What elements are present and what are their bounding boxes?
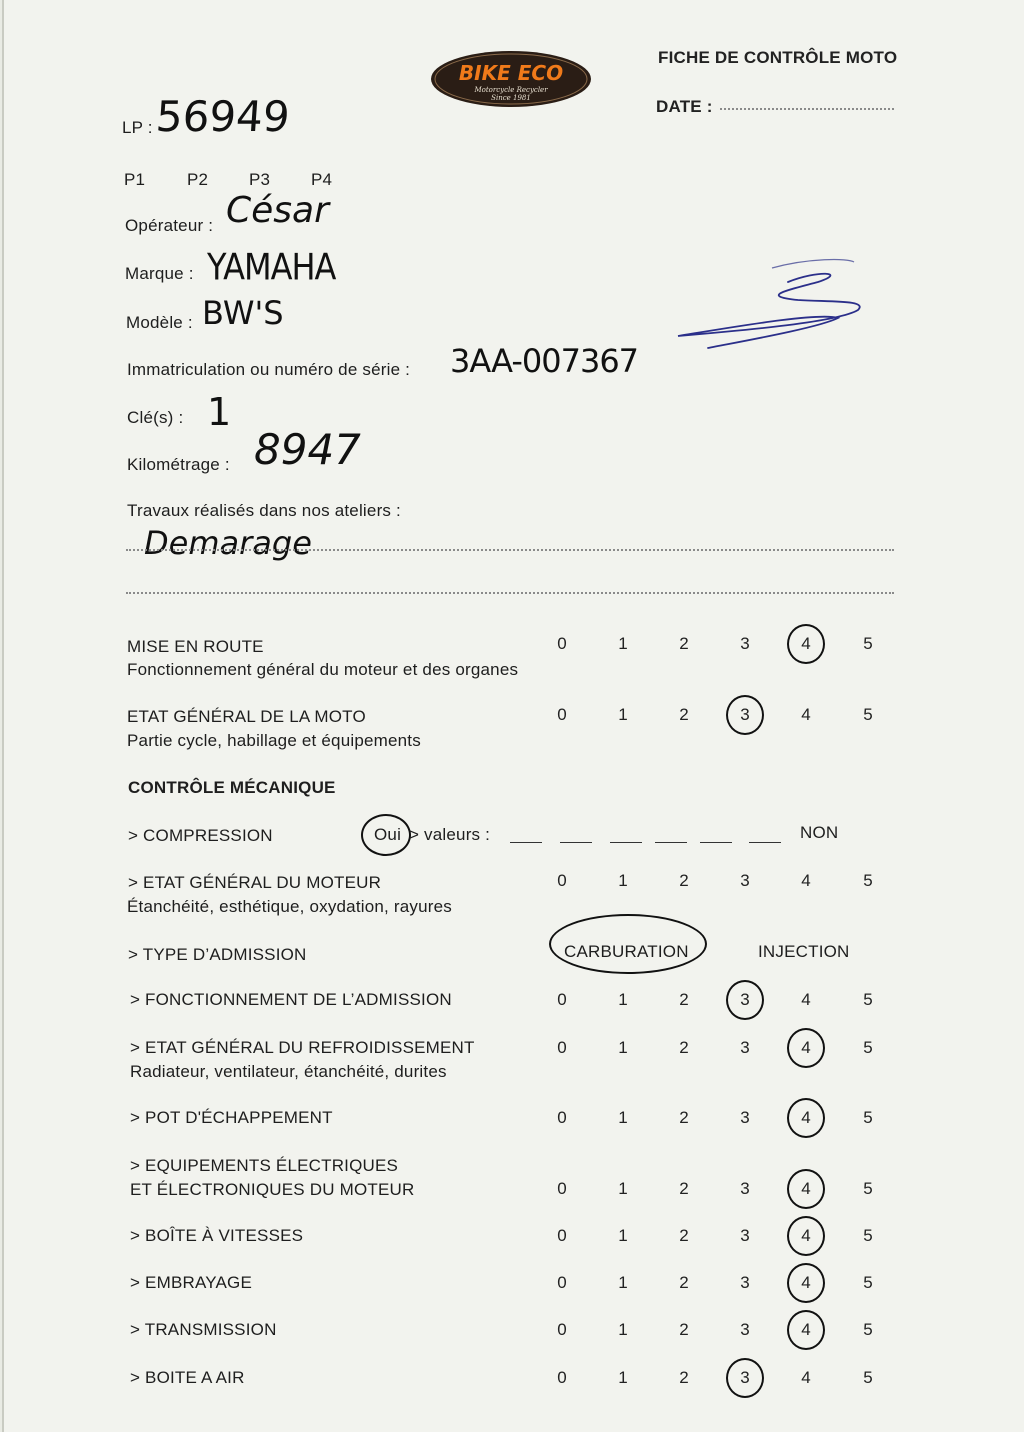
compression-value-1[interactable] (510, 842, 542, 843)
row-3-score-3[interactable]: 3 (740, 1108, 750, 1127)
etat-moteur-subtitle: Étanchéité, esthétique, oxydation, rayures (127, 897, 452, 916)
row-2-score-2[interactable]: 2 (679, 1038, 689, 1057)
works-value[interactable]: Demarage (144, 524, 312, 562)
row-6-score-2[interactable]: 2 (679, 1273, 689, 1292)
row-2-score-0[interactable]: 0 (557, 1038, 567, 1057)
mise-en-route-title: MISE EN ROUTE (127, 637, 264, 656)
row-8-selected-circle (726, 1358, 764, 1398)
carburation-circle (549, 914, 707, 974)
row-5-score-4[interactable]: 4 (801, 1226, 811, 1245)
mileage-value[interactable]: 8947 (254, 425, 361, 474)
row-4-subtitle: ET ÉLECTRONIQUES DU MOTEUR (130, 1180, 415, 1199)
brand-label: Marque : (125, 264, 194, 283)
row-4-score-0[interactable]: 0 (557, 1179, 567, 1198)
logo-since: Since 1981 (491, 94, 531, 102)
operator-value[interactable]: César (226, 190, 329, 231)
etat-moteur-title: > ETAT GÉNÉRAL DU MOTEUR (128, 873, 382, 892)
row-8-score-3[interactable]: 3 (740, 1368, 750, 1387)
inspection-sheet (2, 0, 1024, 1432)
position-p3[interactable]: P3 (249, 170, 271, 189)
row-1-score-2[interactable]: 2 (679, 990, 689, 1009)
injection-option[interactable]: INJECTION (758, 942, 850, 961)
row-1-score-1[interactable]: 1 (618, 990, 628, 1009)
position-p2[interactable]: P2 (187, 170, 209, 189)
works-label: Travaux réalisés dans nos ateliers : (127, 501, 401, 520)
row-3-title: > POT D'ÉCHAPPEMENT (130, 1108, 333, 1127)
pen-scribble (668, 252, 878, 356)
mise-en-route-score-0[interactable]: 0 (557, 634, 567, 653)
row-2-score-5[interactable]: 5 (863, 1038, 873, 1057)
date-field[interactable] (720, 108, 894, 110)
registration-label: Immatriculation ou numéro de série : (127, 360, 411, 379)
etat-moteur-score-1[interactable]: 1 (618, 871, 628, 890)
compression-value-3[interactable] (610, 842, 642, 843)
compression-value-4[interactable] (655, 842, 687, 843)
row-7-title: > TRANSMISSION (130, 1320, 277, 1339)
etat-moteur-score-4[interactable]: 4 (801, 871, 811, 890)
row-6-selected-circle (787, 1263, 825, 1303)
row-7-score-1[interactable]: 1 (618, 1320, 628, 1339)
row-5-score-3[interactable]: 3 (740, 1226, 750, 1245)
operator-label: Opérateur : (125, 216, 214, 235)
model-label: Modèle : (126, 313, 193, 332)
row-8-score-1[interactable]: 1 (618, 1368, 628, 1387)
row-3-selected-circle (787, 1098, 825, 1138)
compression-yes-circle (361, 814, 411, 856)
row-6-score-5[interactable]: 5 (863, 1273, 873, 1292)
row-1-score-3[interactable]: 3 (740, 990, 750, 1009)
row-5-score-1[interactable]: 1 (618, 1226, 628, 1245)
row-6-score-0[interactable]: 0 (557, 1273, 567, 1292)
mise-en-route-selected-circle (787, 624, 825, 664)
row-4-selected-circle (787, 1169, 825, 1209)
compression-value-5[interactable] (700, 842, 732, 843)
row-8-score-0[interactable]: 0 (557, 1368, 567, 1387)
etat-moto-score-4[interactable]: 4 (801, 705, 811, 724)
row-4-score-2[interactable]: 2 (679, 1179, 689, 1198)
mise-en-route-score-3[interactable]: 3 (740, 634, 750, 653)
row-3-score-1[interactable]: 1 (618, 1108, 628, 1127)
row-6-score-3[interactable]: 3 (740, 1273, 750, 1292)
mise-en-route-score-2[interactable]: 2 (679, 634, 689, 653)
compression-yes[interactable]: Oui (374, 825, 402, 844)
logo-brand: BIKE ECO (458, 61, 564, 85)
row-5-score-0[interactable]: 0 (557, 1226, 567, 1245)
position-p4[interactable]: P4 (311, 170, 333, 189)
works-line-1[interactable] (126, 549, 894, 551)
lp-value[interactable]: 56949 (154, 92, 292, 141)
etat-moto-score-1[interactable]: 1 (618, 705, 628, 724)
etat-moto-score-0[interactable]: 0 (557, 705, 567, 724)
keys-label: Clé(s) : (127, 408, 184, 427)
row-4-title: > EQUIPEMENTS ÉLECTRIQUES (130, 1156, 399, 1175)
etat-moteur-score-0[interactable]: 0 (557, 871, 567, 890)
row-4-score-5[interactable]: 5 (863, 1179, 873, 1198)
row-5-selected-circle (787, 1216, 825, 1256)
position-p1[interactable]: P1 (124, 170, 146, 189)
etat-moto-selected-circle (726, 695, 764, 735)
row-2-score-1[interactable]: 1 (618, 1038, 628, 1057)
row-4-score-4[interactable]: 4 (801, 1179, 811, 1198)
mise-en-route-score-4[interactable]: 4 (801, 634, 811, 653)
type-admission-title: > TYPE D’ADMISSION (128, 945, 307, 964)
etat-moto-score-3[interactable]: 3 (740, 705, 750, 724)
row-8-score-4[interactable]: 4 (801, 1368, 811, 1387)
row-3-score-5[interactable]: 5 (863, 1108, 873, 1127)
compression-no[interactable]: NON (800, 823, 839, 842)
row-1-score-0[interactable]: 0 (557, 990, 567, 1009)
row-6-score-4[interactable]: 4 (801, 1273, 811, 1292)
etat-moteur-score-5[interactable]: 5 (863, 871, 873, 890)
row-2-selected-circle (787, 1028, 825, 1068)
logo-tagline: Motorcycle Recycler (474, 86, 548, 94)
model-value[interactable]: BW'S (202, 294, 284, 332)
compression-title: > COMPRESSION (128, 826, 273, 845)
works-line-2[interactable] (126, 592, 894, 594)
row-1-score-4[interactable]: 4 (801, 990, 811, 1009)
row-4-score-3[interactable]: 3 (740, 1179, 750, 1198)
etat-moteur-score-3[interactable]: 3 (740, 871, 750, 890)
row-7-score-3[interactable]: 3 (740, 1320, 750, 1339)
etat-moto-score-2[interactable]: 2 (679, 705, 689, 724)
controle-mecanique-heading: CONTRÔLE MÉCANIQUE (128, 778, 336, 797)
compression-value-6[interactable] (749, 842, 781, 843)
keys-value[interactable]: 1 (207, 390, 232, 434)
row-1-title: > FONCTIONNEMENT DE L’ADMISSION (130, 990, 452, 1009)
etat-moto-score-5[interactable]: 5 (863, 705, 873, 724)
row-8-title: > BOITE A AIR (130, 1368, 245, 1387)
mise-en-route-score-5[interactable]: 5 (863, 634, 873, 653)
mise-en-route-score-1[interactable]: 1 (618, 634, 628, 653)
registration-value[interactable]: 3AA-007367 (450, 342, 639, 380)
row-8-score-5[interactable]: 5 (863, 1368, 873, 1387)
row-5-score-5[interactable]: 5 (863, 1226, 873, 1245)
carburation-option[interactable]: CARBURATION (564, 942, 689, 961)
row-6-title: > EMBRAYAGE (130, 1273, 253, 1292)
row-2-title: > ETAT GÉNÉRAL DU REFROIDISSEMENT (130, 1038, 475, 1057)
etat-moto-subtitle: Partie cycle, habillage et équipements (127, 731, 421, 750)
etat-moteur-score-2[interactable]: 2 (679, 871, 689, 890)
brand-value[interactable]: YAMAHA (207, 245, 336, 289)
lp-label: LP : (122, 118, 153, 137)
mise-en-route-subtitle: Fonctionnement général du moteur et des organes (127, 660, 519, 679)
compression-value-2[interactable] (560, 842, 592, 843)
row-6-score-1[interactable]: 1 (618, 1273, 628, 1292)
row-8-score-2[interactable]: 2 (679, 1368, 689, 1387)
row-3-score-0[interactable]: 0 (557, 1108, 567, 1127)
row-3-score-4[interactable]: 4 (801, 1108, 811, 1127)
row-1-score-5[interactable]: 5 (863, 990, 873, 1009)
row-2-subtitle: Radiateur, ventilateur, étanchéité, durites (130, 1062, 447, 1081)
row-7-score-4[interactable]: 4 (801, 1320, 811, 1339)
row-2-score-3[interactable]: 3 (740, 1038, 750, 1057)
row-7-score-0[interactable]: 0 (557, 1320, 567, 1339)
mileage-label: Kilométrage : (127, 455, 230, 474)
row-2-score-4[interactable]: 4 (801, 1038, 811, 1057)
row-7-selected-circle (787, 1310, 825, 1350)
row-7-score-2[interactable]: 2 (679, 1320, 689, 1339)
row-1-selected-circle (726, 980, 764, 1020)
row-4-score-1[interactable]: 1 (618, 1179, 628, 1198)
etat-moto-title: ETAT GÉNÉRAL DE LA MOTO (127, 707, 366, 726)
row-5-title: > BOÎTE À VITESSES (130, 1226, 304, 1245)
form-title: FICHE DE CONTRÔLE MOTO (658, 48, 898, 67)
row-5-score-2[interactable]: 2 (679, 1226, 689, 1245)
compression-values-label: > valeurs : (409, 825, 491, 844)
bike-eco-logo (430, 50, 592, 108)
row-7-score-5[interactable]: 5 (863, 1320, 873, 1339)
date-label: DATE : (656, 97, 713, 116)
row-3-score-2[interactable]: 2 (679, 1108, 689, 1127)
